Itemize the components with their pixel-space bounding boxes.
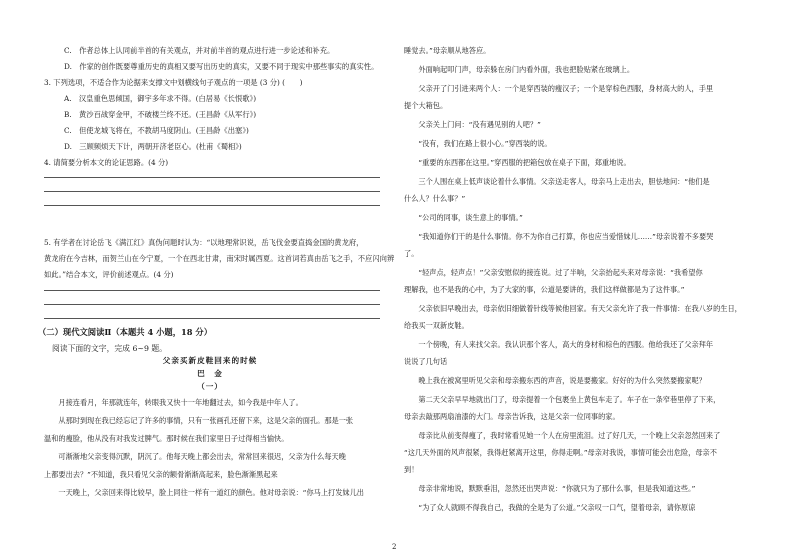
story-line: 第二天父亲早早地就出门了，母亲提着一个包裹坐上黄包车走了。车子在一条窄巷里停了下来， xyxy=(404,395,721,404)
q4-stem: 4. 请简要分析本文的论证思路。(4 分) xyxy=(44,158,169,167)
answer-line xyxy=(44,177,380,178)
answer-line xyxy=(44,290,380,291)
story-line: 母亲去敲那两扇油漆的大门。母亲告诉我，这是父亲一位同事的家。 xyxy=(404,412,620,421)
story-line: 晚上我在被窝里听见父亲和母亲搬东西的声音，说是要搬家。好好的为什么突然要搬家呢？ xyxy=(404,376,706,385)
q3-stem: 3. 下列选项，不适合作为论据来支撑文中划横线句子观点的一项是 (3 分) ( ) xyxy=(44,78,303,87)
q5-line: 黄龙府在今吉林，而贺兰山在今宁夏，一个在西北甘肃，南宋时属西夏。这首词若真由岳飞之手，不应闪向辨 xyxy=(44,254,395,263)
story-line: 什么人？什么事？” xyxy=(404,194,466,203)
story-line: 三个人围在桌上低声谈论着什么事情。父亲送走客人，母亲马上走出去，胆怯地问：“他们是 xyxy=(404,177,710,186)
story-line: “公司的同事，谈生意上的事情。” xyxy=(404,213,523,222)
section-heading: （二）现代文阅读Ⅱ（本题共 4 小题，18 分） xyxy=(38,327,213,337)
q3-option-b: B. 黄沙百战穿金甲，不破楼兰终不还。(王昌龄《从军行》) xyxy=(64,110,257,119)
story-line: 提个大箱包。 xyxy=(404,101,448,110)
story-part-number: （一） xyxy=(197,382,223,391)
story-paragraph-line: 可渐渐地父亲变得沉默，阴沉了。他每天晚上都会出去，常常回来很迟，父亲为什么每天晚 xyxy=(44,452,346,461)
answer-line xyxy=(44,318,380,319)
page-number: 2 xyxy=(392,543,397,551)
reading-instruction: 阅读下面的文字，完成 6~9 题。 xyxy=(52,344,167,353)
story-line: 父亲依旧早晚出去，母亲依旧细做着针线等候他回家。有天父亲允许了我一件事情：在我八岁的生日， xyxy=(404,304,742,313)
answer-line xyxy=(44,304,380,305)
story-line: “重要的东西都在这里。”穿西服的把箱包放在桌子下面，郑重地说。 xyxy=(404,158,631,167)
answer-line xyxy=(44,191,380,192)
story-paragraph-line: 从那时到现在我已经忘记了许多的事情，只有一张画孔还留下来，这是父亲的面孔。那是一张 xyxy=(44,416,354,425)
q3-option-d: D. 三顾频烦天下计，两朝开济老臣心。(杜甫《蜀相》) xyxy=(64,142,242,151)
story-author: 巴 金 xyxy=(197,369,223,378)
story-line: 外面响起叩门声，母亲躲在房门内看外面，我也把脸贴紧在玻璃上。 xyxy=(404,65,635,74)
story-paragraph-line: 上都要出去？”不知道，我只看见父亲的额骨渐渐高起来，脸色渐渐黑起来 xyxy=(44,470,278,479)
q5-line: 5. 有学者在讨论岳飞《满江红》真伪问题时认为：“以地理常识说，岳飞伐金要直捣金国的黄龙府， xyxy=(44,238,364,247)
story-line: 睡觉去。”母亲顺从地答应。 xyxy=(404,46,491,55)
story-line: “这几天外面的风声很紧，我得赶紧离开这里，你得走啊。”母亲对我说，事情可能会出危险，母亲不 xyxy=(404,448,717,457)
answer-line xyxy=(44,205,380,206)
story-line: 母亲比从前变得瘦了，我时常看见她一个人在房里流泪。过了好几天，一个晚上父亲忽然回来了 xyxy=(404,431,721,440)
story-line: “为了众人就顾不得我自己，我做的全是为了公道。”父亲叹一口气，望着母亲，请你原谅 xyxy=(404,503,696,512)
q3-option-c: C. 但使龙城飞将在，不教胡马度阴山。(王昌龄《出塞》) xyxy=(64,126,249,135)
q3-option-a: A. 汉皇重色思倾国，御宇多年求不得。(白居易《长恨歌》) xyxy=(64,94,257,103)
story-line: “没有，我们在路上很小心。”穿西装的说。 xyxy=(404,139,552,148)
story-line: 母亲非常地说，默默垂泪，忽然还出哭声说：“你就只为了那什么事，但是我知道这些。” xyxy=(404,484,696,493)
q2-option-c: C. 作者总体上认同前半首的有关观点，并对前半首的观点进行进一步论述和补充。 xyxy=(64,46,335,55)
story-line: 到！ xyxy=(404,465,419,474)
story-line: 说说了几句话 xyxy=(404,357,448,366)
story-paragraph-line: 一天晚上，父亲回来得比较早，脸上同往一样有一道红的颜色。他对母亲说：“你马上打发妹儿出 xyxy=(44,488,364,497)
story-line: 父亲关上门问：“没有遇见别的人吧？” xyxy=(404,120,541,129)
story-paragraph-line: 月接连看月，年那就连年，转眼我又快十一年地翻过去，如今我是中年人了。 xyxy=(44,398,303,407)
story-line: 理解我，也不是我的心中，为了大家的事，公道是要讲的，我们这样做都是为了这件事。” xyxy=(404,285,685,294)
story-paragraph-line: 温和的瘦脸，他从没有对我发过脾气。那时候在我们家里日子过得相当愉快。 xyxy=(44,434,289,443)
story-line: 一个傍晚，有人来找父亲。我认识那个客人，高大的身材和棕色的西服。他给我还了父亲拜年 xyxy=(404,340,714,349)
story-line: 给我买一双新皮鞋。 xyxy=(404,321,469,330)
story-line: “我知道你们干的是什么事情。你不为你自己打算，你也应当爱惜妹儿……”母亲说着不多要哭 xyxy=(404,232,714,241)
story-line: 父亲开了门引进来两个人：一个是穿西装的瘦汉子；一个是穿棕色西服，身材高大的人，手里 xyxy=(404,84,714,93)
story-line: “轻声点，轻声点！”父亲安慰似的接连说。过了半响，父亲抬起头来对母亲说：“我希望你 xyxy=(404,268,703,277)
q2-option-d: D. 作家的创作既要尊重历史的真相又要写出历史的真实，又要不同于现实中那些事实的真实性。 xyxy=(64,62,379,71)
q5-line: 如此。”结合本文，评价前述观点。(4 分) xyxy=(44,270,174,279)
story-line: 了。 xyxy=(404,249,419,258)
story-title: 父亲买新皮鞋回来的时候 xyxy=(162,356,258,365)
